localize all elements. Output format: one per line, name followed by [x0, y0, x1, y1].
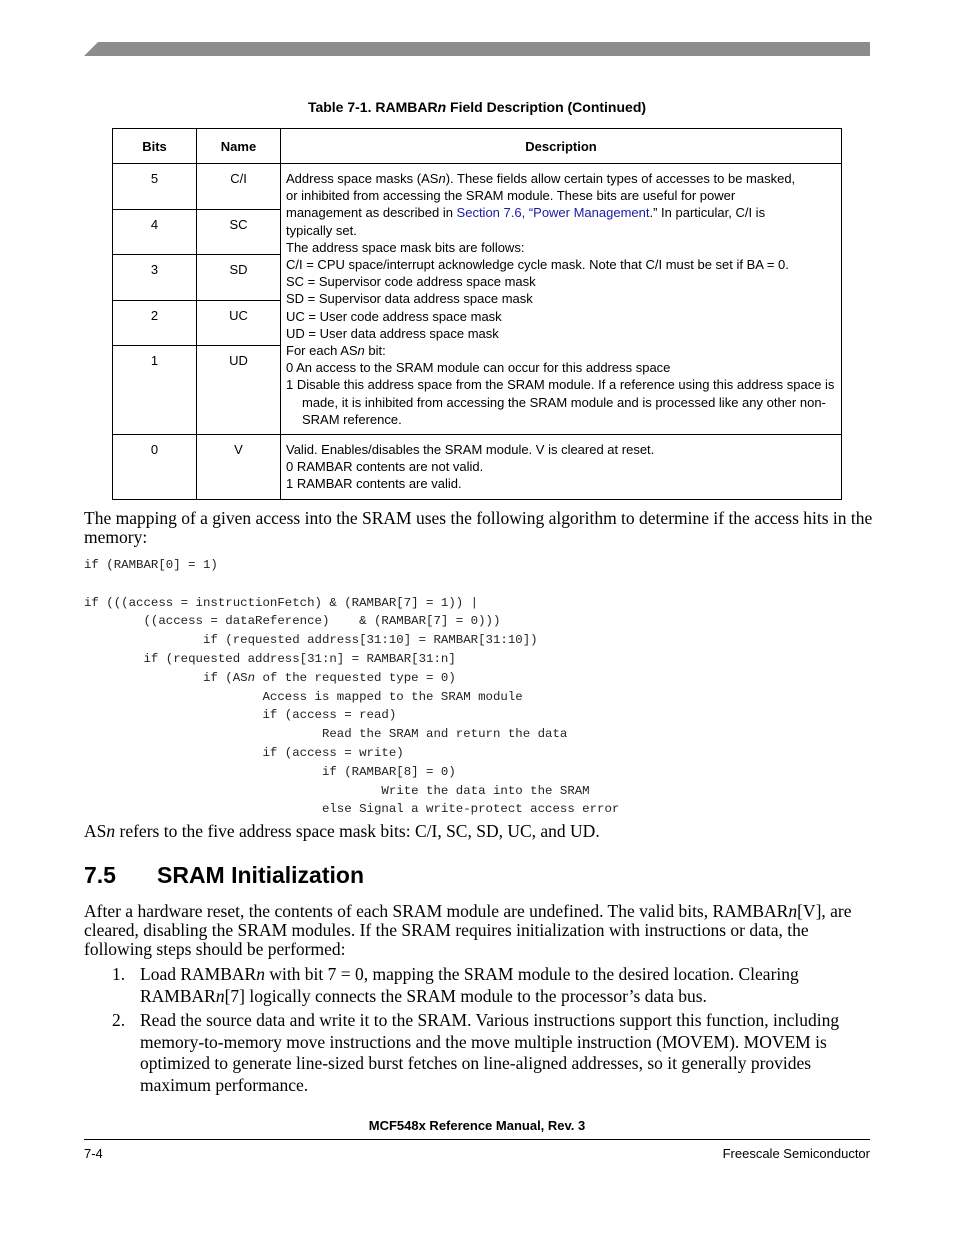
mapping-paragraph: The mapping of a given access into the SRAM uses the following algorithm to determine if the access hits in the memory: — [84, 508, 873, 547]
name-cell: C/I — [197, 164, 281, 210]
section-title: SRAM Initialization — [157, 862, 364, 888]
init-steps-list — [84, 964, 874, 1099]
footer-divider — [84, 1139, 870, 1140]
bits-cell: 1 — [113, 346, 197, 435]
header-bits: Bits — [113, 129, 197, 164]
table-row — [113, 164, 842, 210]
bits-cell: 2 — [113, 300, 197, 346]
asn-description-cell: Address space masks (ASn). These fields allow certain types of accesses to be masked, or inhibited from accessing the SRAM module. These bits are useful for power management as described in Section 7.6, “Power Management.” In particular, C/I is typically set. The address space mask bits are follows: C/I = CPU space/interrupt acknowledge cycle mask. Note that C/I must be set if BA = 0. SC = Supervisor code address space mask SD = Supervisor data address space mask UC = User code address space mask UD = User data address space mask For each ASn bit: 0 An access to the SRAM module can occur for this address space 1 Disable this address space from the SRAM module. If a reference using this address space is made, it is inhibited from accessing the SRAM module and is processed like any other non-SRAM reference. — [281, 164, 842, 435]
name-cell: V — [197, 435, 281, 500]
table-header-row — [113, 129, 842, 164]
footer-company: Freescale Semiconductor — [722, 1146, 870, 1161]
algorithm-code-block: if (RAMBAR[0] = 1) if (((access = instructionFetch) & (RAMBAR[7] = 1)) | ((access = dataReference) & (RAMBAR[7] = 0))) if (requested address[31:10] = RAMBAR[31:10]) if (requested address[31:n] = RAMBAR[31:n] if (ASn of the requested type = 0) Access is mapped to the SRAM module if (access = read) Read the SRAM and return the data if (access = write) if (RAMBAR[8] = 0) Write the data into the SRAM else Signal a write-protect access error — [84, 558, 620, 817]
header-name: Name — [197, 129, 281, 164]
section-heading — [84, 862, 364, 889]
section-7-6-link[interactable]: Section 7.6, “Power Management — [456, 205, 650, 221]
table-row — [113, 435, 842, 500]
asn-paragraph: ASn refers to the five address space mask bits: C/I, SC, SD, UC, and UD. — [84, 821, 600, 841]
table-caption: Table 7-1. RAMBARn Field Description (Continued) — [307, 99, 647, 115]
field-description-table — [112, 128, 842, 500]
footer-page-number: 7-4 — [84, 1146, 103, 1161]
header-description: Description — [281, 129, 842, 164]
name-cell: SD — [197, 255, 281, 301]
name-cell: SC — [197, 209, 281, 255]
header-bar — [84, 42, 870, 56]
section-number: 7.5 — [84, 862, 116, 888]
bits-cell: 4 — [113, 209, 197, 255]
init-paragraph: After a hardware reset, the contents of each SRAM module are undefined. The valid bits, RAMBARn[V], are cleared, disabling the SRAM modules. If the SRAM requires initialization with instructions or data, the following steps should be performed: — [84, 901, 852, 959]
list-item: 2. Read the source data and write it to the SRAM. Various instructions support this function, including memory-to-memory move instructions and the move multiple instruction (MOVEM). MOVEM is optimized to generate line-sized burst fetches on line-aligned addresses, so it generally provides maximum performance. — [112, 1010, 840, 1095]
name-cell: UD — [197, 346, 281, 435]
v-description-cell: Valid. Enables/disables the SRAM module. V is cleared at reset. 0 RAMBAR contents are not valid. 1 RAMBAR contents are valid. — [281, 435, 842, 500]
list-item: 1. Load RAMBARn with bit 7 = 0, mapping the SRAM module to the desired location. Clearing RAMBARn[7] logically connects the SRAM module to the processor’s data bus. — [112, 964, 799, 1006]
name-cell: UC — [197, 300, 281, 346]
bits-cell: 5 — [113, 164, 197, 210]
bits-cell: 3 — [113, 255, 197, 301]
bits-cell: 0 — [113, 435, 197, 500]
footer-manual-title: MCF548x Reference Manual, Rev. 3 — [368, 1118, 586, 1133]
